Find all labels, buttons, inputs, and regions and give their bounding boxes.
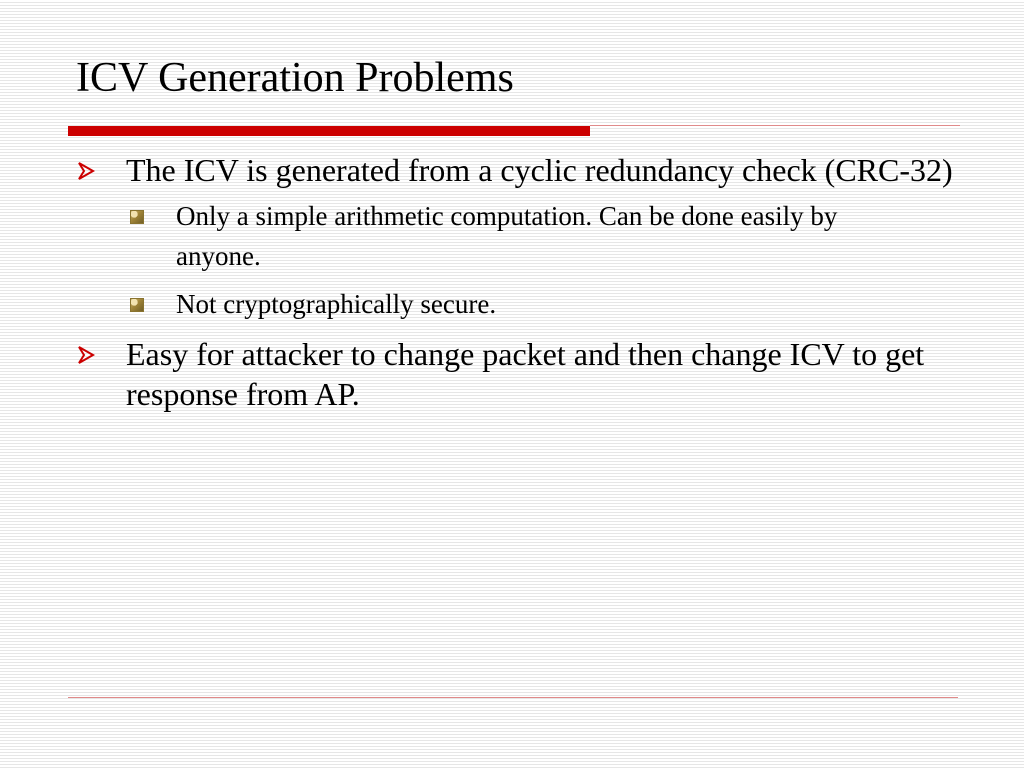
sub-bullet-list [126,196,956,324]
bullet-item [76,334,956,414]
sub-bullet-text: Not cryptographically secure. [176,289,497,319]
bullet-text: The ICV is generated from a cyclic redundancy check (CRC-32) [126,152,953,188]
arrowhead-bullet-icon [76,161,96,181]
bullet-list [76,150,956,422]
bullet-item [76,150,956,324]
arrowhead-bullet-icon [76,345,96,365]
title-underline-thin [590,125,960,126]
bullet-text: Easy for attacker to change packet and then change ICV to get response from AP. [126,336,925,412]
sub-bullet-item [126,196,876,276]
title-underline-thick [68,126,590,136]
square-bullet-icon [130,210,144,224]
slide-title: ICV Generation Problems [76,55,514,101]
sub-bullet-text: Only a simple arithmetic computation. Can be done easily by anyone. [176,201,838,271]
square-bullet-icon [130,298,144,312]
footer-rule [68,697,958,698]
sub-bullet-item [126,284,876,324]
